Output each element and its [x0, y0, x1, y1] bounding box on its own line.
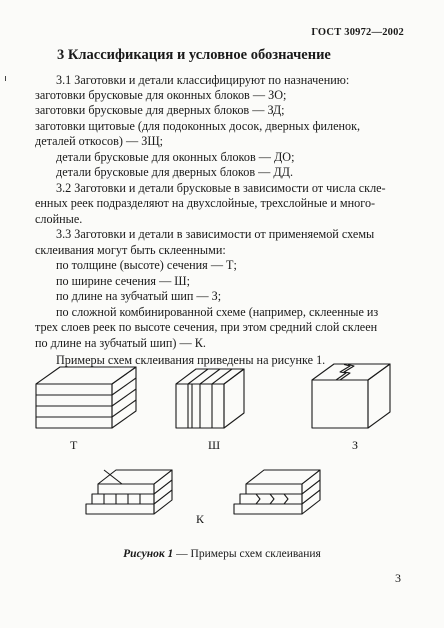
body-line: заготовки щитовые (для подоконных досок, дверных филенок,	[35, 119, 361, 133]
scheme-z-drawing	[312, 364, 390, 428]
body-line: 3.3 Заготовки и детали в зависимости от применяемой схемы	[56, 227, 375, 241]
body-line: слойные.	[35, 212, 83, 226]
scheme-k-label: К	[196, 512, 205, 526]
body-line: по ширине сечения — Ш;	[56, 274, 190, 288]
body-line: заготовки брусковые для оконных блоков — ЗО;	[35, 88, 287, 102]
scheme-k-drawing	[86, 470, 320, 514]
body-line: по длине на зубчатый шип) — К.	[35, 336, 206, 350]
scheme-z-label: З	[352, 438, 359, 452]
body-line: 3.1 Заготовки и детали классифицируют по назначению:	[56, 73, 350, 87]
body-line: енных реек подразделяют на двухслойные, трехслойные и много-	[35, 196, 376, 210]
body-line: Примеры схем склеивания приведены на рисунке 1.	[56, 353, 326, 367]
body-line: 3.2 Заготовки и детали брусковые в зависимости от числа скле-	[56, 181, 386, 195]
body-line: заготовки брусковые для дверных блоков — ЗД;	[35, 103, 285, 117]
section-title: 3 Классификация и условное обозначение	[57, 47, 331, 63]
body-line: по сложной комбинированной схеме (например, склеенные из	[56, 305, 379, 319]
body-line: по толщине (высоте) сечения — Т;	[56, 258, 237, 272]
scheme-sh-label: Ш	[208, 438, 221, 452]
standard-code: ГОСТ 30972—2002	[311, 27, 404, 38]
body-line: трех слоев реек по высоте сечения, при этом средний слой склеен	[35, 320, 378, 334]
scheme-t-label: Т	[70, 438, 78, 452]
body-line: по длине на зубчатый шип — З;	[56, 289, 222, 303]
figure-caption-lead: Рисунок 1	[123, 548, 174, 560]
figure-caption	[0, 548, 444, 560]
body-line: склеивания могут быть склеенными:	[35, 243, 226, 257]
body-line: деталей откосов) — ЗЩ;	[35, 134, 164, 148]
scheme-sh-drawing	[176, 369, 244, 428]
body-line: детали брусковые для дверных блоков — ДД.	[56, 165, 294, 179]
figure-caption-text: — Примеры схем склеивания	[173, 548, 321, 560]
page-number: 3	[395, 571, 401, 585]
scheme-t-drawing	[36, 367, 136, 428]
body-line: детали брусковые для оконных блоков — ДО;	[56, 150, 295, 164]
